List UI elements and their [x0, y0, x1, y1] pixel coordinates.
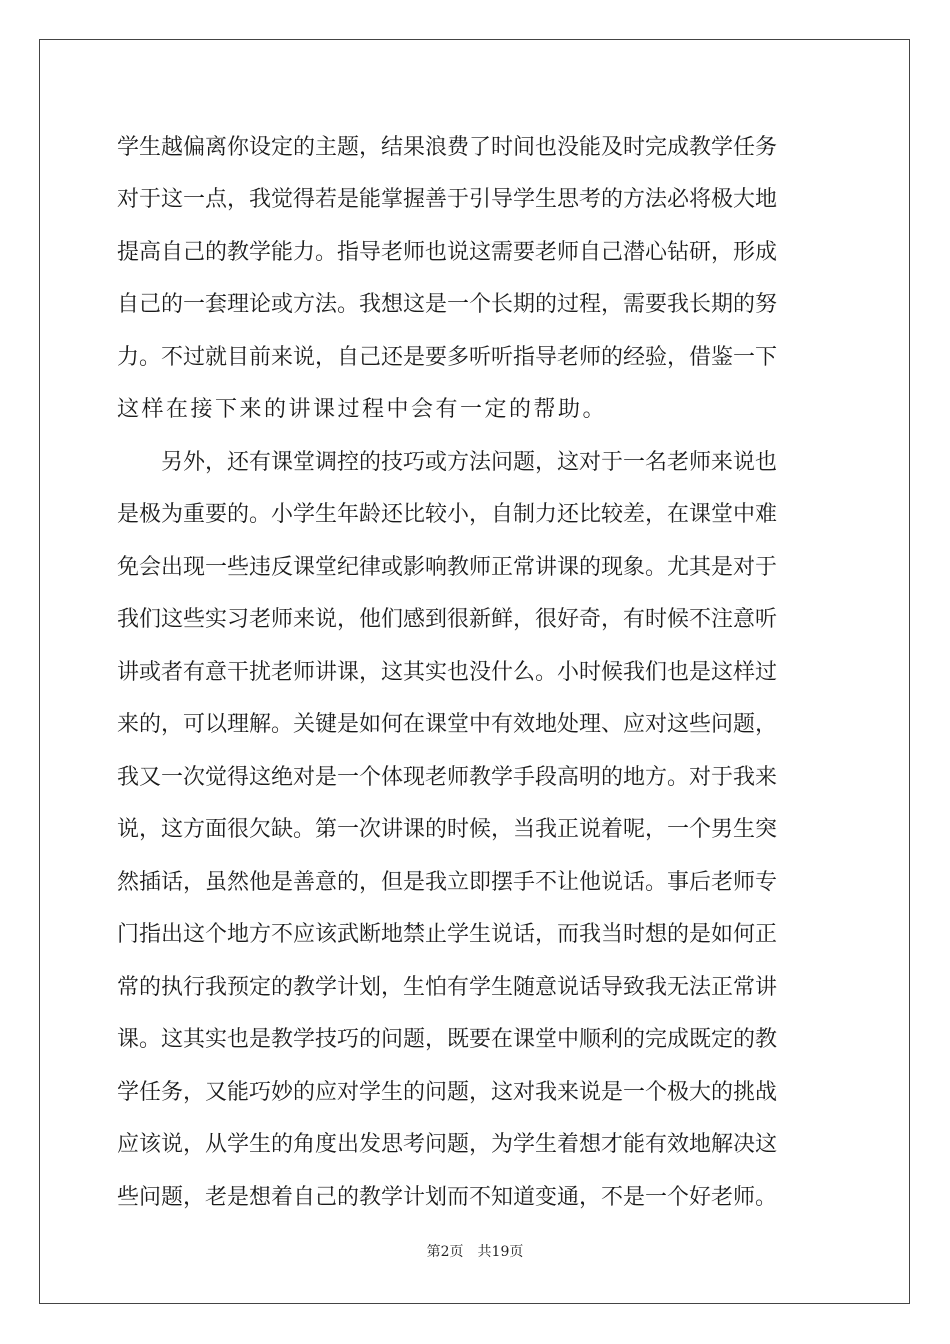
text-line: 我又一次觉得这绝对是一个体现老师教学手段高明的地方。对于我来 [117, 765, 778, 790]
text-line: 免会出现一些违反课堂纪律或影响教师正常讲课的现象。尤其是对于 [117, 555, 778, 580]
page-total: 共19页 [477, 1244, 524, 1260]
text-line: 学生越偏离你设定的主题，结果浪费了时间也没能及时完成教学任务 [117, 135, 778, 160]
text-line: 自己的一套理论或方法。我想这是一个长期的过程，需要我长期的努 [117, 292, 778, 317]
text-line: 来的，可以理解。关键是如何在课堂中有效地处理、应对这些问题， [117, 712, 778, 737]
text-line: 课。这其实也是教学技巧的问题，既要在课堂中顺利的完成既定的教 [117, 1027, 778, 1052]
text-line: 讲或者有意干扰老师讲课，这其实也没什么。小时候我们也是这样过 [117, 660, 778, 685]
text-line: 门指出这个地方不应该武断地禁止学生说话，而我当时想的是如何正 [117, 922, 778, 947]
page-footer [0, 1243, 950, 1261]
page-number: 第2页 [426, 1244, 464, 1260]
text-line: 对于这一点，我觉得若是能掌握善于引导学生思考的方法必将极大地 [117, 187, 778, 212]
text-line: 力。不过就目前来说，自己还是要多听听指导老师的经验，借鉴一下 [117, 345, 778, 370]
text-line: 是极为重要的。小学生年龄还比较小，自制力还比较差，在课堂中难 [117, 502, 778, 527]
text-line: 应该说，从学生的角度出发思考问题，为学生着想才能有效地解决这 [117, 1132, 778, 1157]
text-line: 然插话，虽然他是善意的，但是我立即摆手不让他说话。事后老师专 [117, 870, 778, 895]
text-line: 常的执行我预定的教学计划，生怕有学生随意说话导致我无法正常讲 [117, 975, 778, 1000]
text-line: 提高自己的教学能力。指导老师也说这需要老师自己潜心钻研，形成 [117, 240, 778, 265]
text-line: 说，这方面很欠缺。第一次讲课的时候，当我正说着呢，一个男生突 [117, 817, 778, 842]
text-line: 学任务，又能巧妙的应对学生的问题，这对我来说是一个极大的挑战 [117, 1080, 778, 1105]
text-line: 些问题，老是想着自己的教学计划而不知道变通，不是一个好老师。 [117, 1185, 778, 1210]
text-line: 另外，还有课堂调控的技巧或方法问题，这对于一名老师来说也 [117, 450, 778, 475]
text-line: 我们这些实习老师来说，他们感到很新鲜，很好奇，有时候不注意听 [117, 607, 778, 632]
text-line: 这样在接下来的讲课过程中会有一定的帮助。 [117, 397, 608, 422]
